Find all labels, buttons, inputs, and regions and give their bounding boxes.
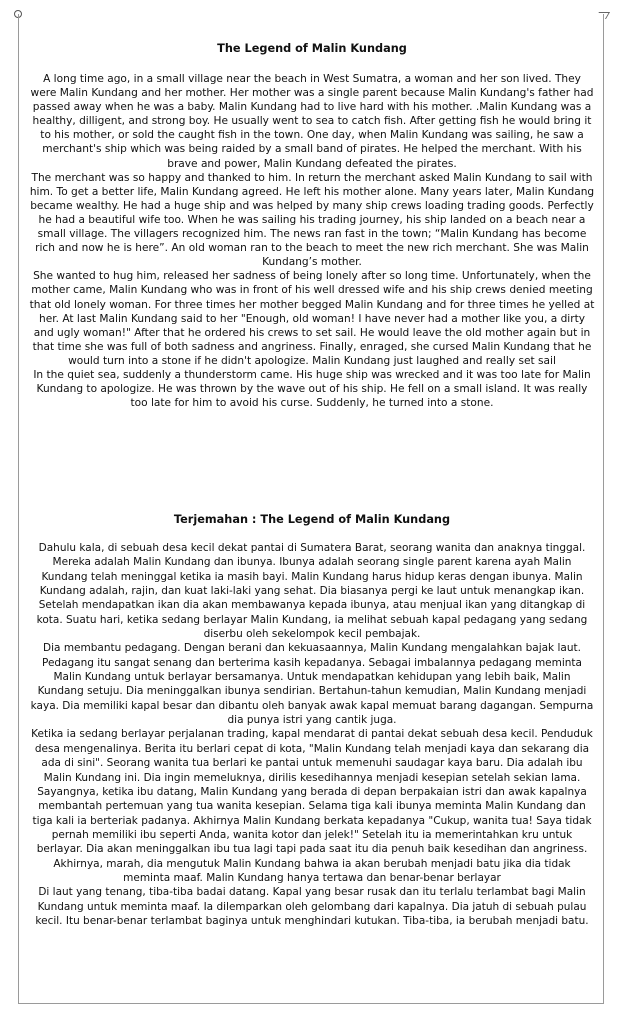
story-body [29,72,595,410]
story-paragraph: She wanted to hug him, released her sadness of being lonely after so long time. Unfortunately, when the mother came, Malin Kundang who was in front of his well dressed wife and his ship crews denied meeting that old lonely woman. For three times her mother begged Malin Kundang and for three times he yelled at her. At last Malin Kundang said to her "Enough, old woman! I have never had a mother like you, a dirty and ugly woman!" After that he ordered his crews to set sail. He would leave the old mother again but in that time she was full of both sadness and angriness. Finally, enraged, she cursed Malin Kundang that he would turn into a stone if he didn't apologize. Malin Kundang just laughed and really set sail [29,270,595,367]
translation-paragraph: Ketika ia sedang berlayar perjalanan trading, kapal mendarat di pantai dekat sebuah desa kecil. Penduduk desa mengenalinya. Berita itu berlari cepat di kota, "Malin Kundang telah menjadi kaya dan sekarang dia ada di sini". Seorang wanita tua berlari ke pantai untuk memenuhi saudagar kaya baru. Dia adalah ibu Malin Kundang ini. Dia ingin memeluknya, dirilis kesedihannya menjadi kesepian setelah sekian lama. Sayangnya, ketika ibu datang, Malin Kundang yang berada di depan berpakaian istri dan awak kapalnya membantah pertemuan yang tua wanita kesepian. Selama tiga kali ibunya meminta Malin Kundang dan tiga kali ia berteriak padanya. Akhirnya Malin Kundang berkata kepadanya "Cukup, wanita tua! Saya tidak pernah memiliki ibu seperti Anda, wanita kotor dan jelek!" Setelah itu ia memerintahkan kru untuk berlayar. Dia akan meninggalkan ibu tua lagi tapi pada saat itu dia penuh baik kesedihan dan angriness. Akhirnya, marah, dia mengutuk Malin Kundang bahwa ia akan berubah menjadi batu jika dia tidak meminta maaf. Malin Kundang hanya tertawa dan benar-benar berlayar [31,728,593,884]
story-paragraph: The merchant was so happy and thanked to him. In return the merchant asked Malin Kundang to sail with him. To get a better life, Malin Kundang agreed. He left his mother alone. Many years later, Malin Kundang became wealthy. He had a huge ship and was helped by many ship crews loading trading goods. Perfectly he had a beautiful wife too. When he was sailing his trading journey, his ship landed on a beach near a small village. The villagers recognized him. The news ran fast in the town; “Malin Kundang has become rich and now he is here”. An old woman ran to the beach to meet the new rich merchant. She was Malin Kundang’s mother. [29,171,595,269]
translation-paragraph: Di laut yang tenang, tiba-tiba badai datang. Kapal yang besar rusak dan itu terlalu terlambat bagi Malin Kundang untuk meminta maaf. Ia dilemparkan oleh gelombang dari kapalnya. Dia jatuh di sebuah pulau kecil. Itu benar-benar terlambat baginya untuk menghindari kutukan. Tiba-tiba, ia berubah menjadi batu. [35,886,589,927]
story-title: The Legend of Malin Kundang [217,42,407,55]
translation-paragraph: Dia membantu pedagang. Dengan berani dan kekuasaannya, Malin Kundang mengalahkan bajak laut. Pedagang itu sangat senang dan berterima kasih kepadanya. Sebagai imbalannya pedagang meminta Malin Kundang untuk berlayar bersamanya. Untuk mendapatkan kehidupan yang lebih baik, Malin Kundang setuju. Dia meninggalkan ibunya sendirian. Bertahun-tahun kemudian, Malin Kundang menjadi kaya. Dia memiliki kapal besar dan dibantu oleh banyak awak kapal memuat barang dagangan. Sempurna dia punya istri yang cantik juga. [30,642,594,727]
translation-paragraph: Dahulu kala, di sebuah desa kecil dekat pantai di Sumatera Barat, seorang wanita dan anaknya tinggal. Mereka adalah Malin Kundang dan ibunya. Ibunya adalah seorang single parent karena ayah Malin Kundang telah meninggal ketika ia masih bayi. Malin Kundang harus hidup keras dengan ibunya. Malin Kundang adalah, rajin, dan kuat laki-laki yang sehat. Dia biasanya pergi ke laut untuk menangkap ikan. Setelah mendapatkan ikan dia akan membawanya kepada ibunya, atau menjual ikan yang ditangkap di kota. Suatu hari, ketika sedang berlayar Malin Kundang, ia melihat sebuah kapal pedagang yang sedang diserbu oleh sekelompok kecil pembajak. [36,542,588,641]
document-page [18,14,604,1004]
translation-title: Terjemahan : The Legend of Malin Kundang [173,513,451,526]
story-paragraph: A long time ago, in a small village near the beach in West Sumatra, a woman and her son lived. They were Malin Kundang and her mother. Her mother was a single parent because Malin Kundang's father had passed away when he was a baby. Malin Kundang had to live hard with his mother. .Malin Kundang was a healthy, dilligent, and strong boy. He usually went to sea to catch fish. After getting fish he would bring it to his mother, or sold the caught fish in the town. One day, when Malin Kundang was sailing, he saw a merchant's ship which was being raided by a small band of pirates. He helped the merchant. With his brave and power, Malin Kundang defeated the pirates. [30,73,594,170]
translation-body [29,541,595,928]
story-paragraph: In the quiet sea, suddenly a thunderstorm came. His huge ship was wrecked and it was too late for Malin Kundang to apologize. He was thrown by the wave out of his ship. He fell on a small island. It was really too late for him to avoid his curse. Suddenly, he turned into a stone. [33,368,591,410]
